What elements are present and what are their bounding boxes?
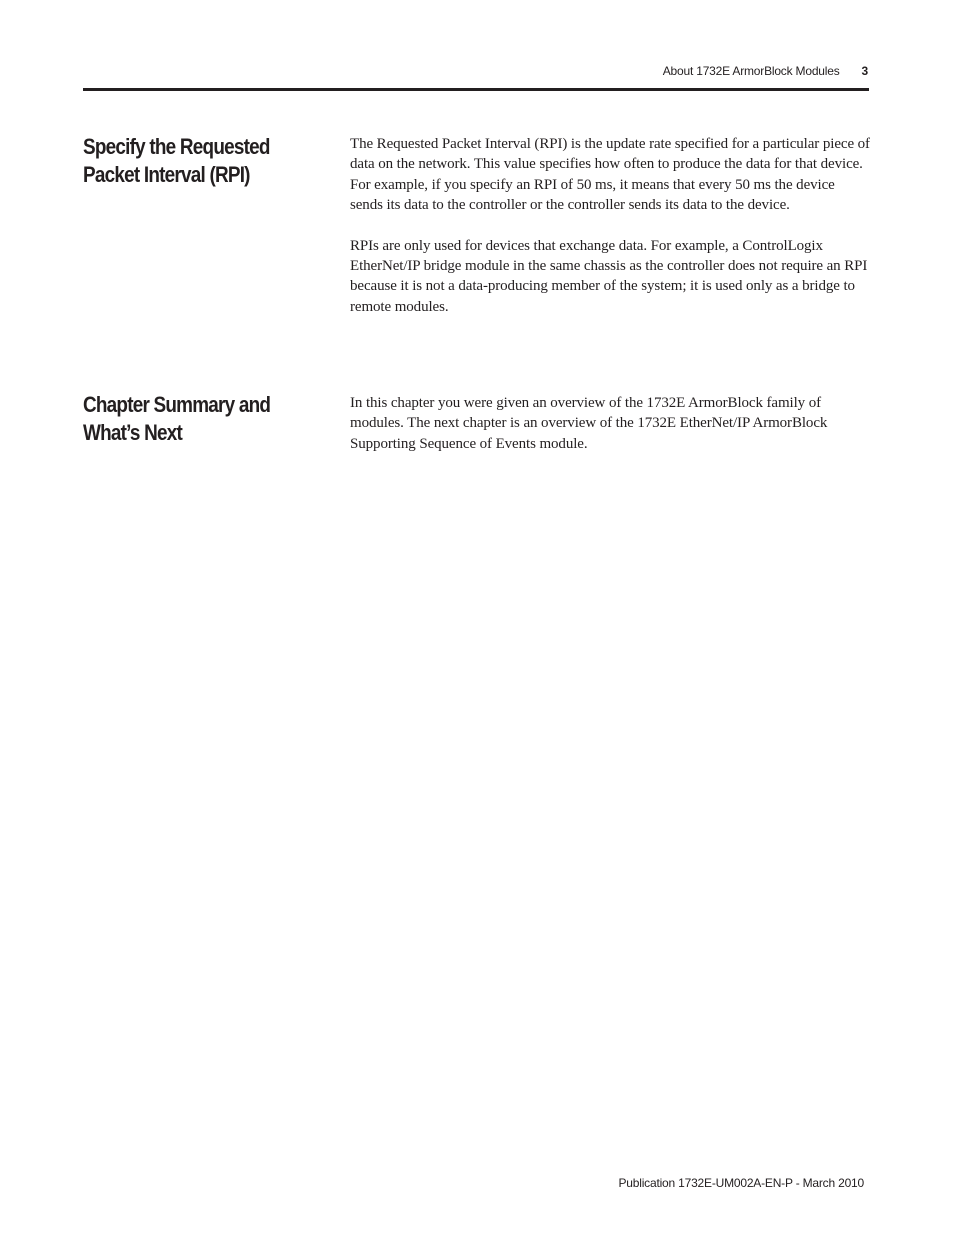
- section-heading-line: Chapter Summary and: [83, 392, 271, 417]
- body-paragraph: The Requested Packet Interval (RPI) is the update rate specified for a particular piece of data on the network. This value specifies how often to produce the data for that device. For example, if you specify an RPI of 50 ms, it means that every 50 ms the device sends its data to the controller or the controller sends its data to the device.: [350, 136, 870, 214]
- running-header: [663, 64, 868, 78]
- page-number: 3: [861, 64, 868, 78]
- section-heading-line: Specify the Requested: [83, 134, 270, 159]
- running-header-title: About 1732E ArmorBlock Modules: [662, 64, 840, 78]
- section-body-rpi: [350, 134, 870, 337]
- header-rule: [83, 88, 869, 91]
- section-body-summary: [350, 393, 870, 474]
- section-heading-summary: [83, 391, 298, 447]
- section-heading-line: Packet Interval (RPI): [83, 162, 250, 187]
- body-paragraph: RPIs are only used for devices that exchange data. For example, a ControlLogix EtherNet/IP bridge module in the same chassis as the controller does not require an RPI because it is not a data-producing member of the system; it is used only as a bridge to remote modules.: [350, 237, 868, 315]
- section-heading-rpi: [83, 133, 298, 189]
- publication-footer: Publication 1732E-UM002A-EN-P - March 2010: [618, 1176, 864, 1190]
- body-paragraph: In this chapter you were given an overview of the 1732E ArmorBlock family of modules. The next chapter is an overview of the 1732E EtherNet/IP ArmorBlock Supporting Sequence of Events module.: [350, 395, 828, 452]
- section-heading-line: What’s Next: [83, 420, 183, 445]
